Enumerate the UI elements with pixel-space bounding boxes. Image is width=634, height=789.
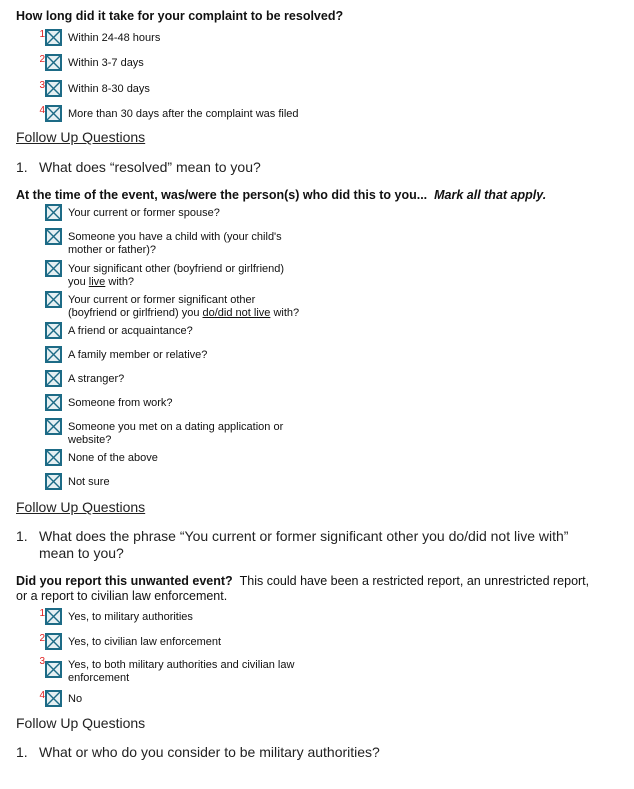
- question-1-title: How long did it take for your complaint to be resolved?: [16, 9, 344, 23]
- followup-number: 1.: [16, 159, 28, 175]
- line2: enforcement: [68, 672, 130, 684]
- followup-text: What or who do you consider to be military authorities?: [39, 744, 380, 760]
- checked-box-icon[interactable]: [45, 204, 62, 221]
- followup-text: What does the phrase “You current or former significant other you do/did not live with”: [39, 528, 569, 544]
- followup-text: What does “resolved” mean to you?: [39, 159, 261, 175]
- checked-box-icon[interactable]: [45, 80, 62, 97]
- checked-box-icon[interactable]: [45, 661, 62, 678]
- option-number: 2: [39, 633, 45, 644]
- option-label: [68, 231, 282, 257]
- line2: mother or father)?: [68, 244, 157, 256]
- line2: website?: [68, 434, 112, 446]
- option-label: A family member or relative?: [68, 349, 208, 361]
- line2-underlined: live: [88, 276, 106, 288]
- option-number: 4: [39, 690, 45, 701]
- line1: Someone you met on a dating application or: [68, 421, 284, 433]
- option-label: Within 3-7 days: [68, 57, 144, 69]
- line1: Yes, to both military authorities and civilian law: [68, 659, 295, 671]
- option-label: Not sure: [68, 476, 110, 488]
- followup-number: 1.: [16, 744, 28, 760]
- followup-question: [16, 159, 261, 176]
- question-3-text: Did you report this unwanted event?: [16, 574, 233, 588]
- line1: Your current or former significant other: [68, 294, 256, 306]
- question-3-desc: This could have been a restricted report, an unrestricted report,: [239, 574, 590, 588]
- checked-box-icon[interactable]: [45, 394, 62, 411]
- question-3-desc-cont: or a report to civilian law enforcement.: [16, 589, 228, 603]
- checked-box-icon[interactable]: [45, 291, 62, 308]
- line2a: you: [68, 276, 89, 288]
- checked-box-icon[interactable]: [45, 690, 62, 707]
- option-label: A stranger?: [68, 373, 125, 385]
- option-number: 2: [39, 54, 45, 65]
- option-label: Someone from work?: [68, 397, 173, 409]
- followup-question: [16, 744, 380, 761]
- option-label: Yes, to military authorities: [68, 611, 193, 623]
- option-number: 3: [39, 656, 45, 667]
- line1: Someone you have a child with (your child's: [68, 231, 282, 243]
- line1: Your significant other (boyfriend or girlfriend): [68, 263, 285, 275]
- option-label: [68, 263, 284, 289]
- question-2-instruction: Mark all that apply.: [434, 188, 547, 202]
- checked-box-icon[interactable]: [45, 449, 62, 466]
- followup-text-cont: mean to you?: [39, 545, 124, 561]
- checked-box-icon[interactable]: [45, 54, 62, 71]
- checked-box-icon[interactable]: [45, 346, 62, 363]
- question-3-title: [16, 574, 589, 604]
- option-label: [68, 294, 299, 320]
- option-number: 1: [39, 608, 45, 619]
- question-2-title: [16, 188, 546, 202]
- option-label: A friend or acquaintance?: [68, 325, 193, 337]
- option-label: No: [68, 693, 83, 705]
- option-number: 3: [39, 80, 45, 91]
- option-label: None of the above: [68, 452, 158, 464]
- line2b: with?: [105, 276, 135, 288]
- followup-heading: Follow Up Questions: [16, 715, 146, 731]
- option-label: More than 30 days after the complaint was filed: [68, 108, 299, 120]
- checked-box-icon[interactable]: [45, 370, 62, 387]
- question-2-text: At the time of the event, was/were the person(s) who did this to you...: [16, 188, 428, 202]
- option-label: [68, 659, 294, 685]
- line2a: (boyfriend or girlfriend) you: [68, 307, 203, 319]
- checked-box-icon[interactable]: [45, 473, 62, 490]
- checked-box-icon[interactable]: [45, 322, 62, 339]
- checked-box-icon[interactable]: [45, 418, 62, 435]
- line2b: with?: [270, 307, 300, 319]
- followup-number: 1.: [16, 528, 28, 544]
- line2-underlined: do/did not live: [202, 307, 271, 319]
- checked-box-icon[interactable]: [45, 29, 62, 46]
- option-label: Within 8-30 days: [68, 83, 150, 95]
- checked-box-icon[interactable]: [45, 633, 62, 650]
- option-label: Your current or former spouse?: [68, 207, 220, 219]
- option-label: [68, 421, 283, 447]
- followup-heading: Follow Up Questions: [16, 129, 146, 145]
- checked-box-icon[interactable]: [45, 228, 62, 245]
- option-number: 1: [39, 29, 45, 40]
- option-label: Yes, to civilian law enforcement: [68, 636, 222, 648]
- option-label: Within 24-48 hours: [68, 32, 161, 44]
- checked-box-icon[interactable]: [45, 260, 62, 277]
- checked-box-icon[interactable]: [45, 105, 62, 122]
- option-number: 4: [39, 105, 45, 116]
- followup-question: [16, 528, 568, 562]
- followup-heading: Follow Up Questions: [16, 499, 146, 515]
- checked-box-icon[interactable]: [45, 608, 62, 625]
